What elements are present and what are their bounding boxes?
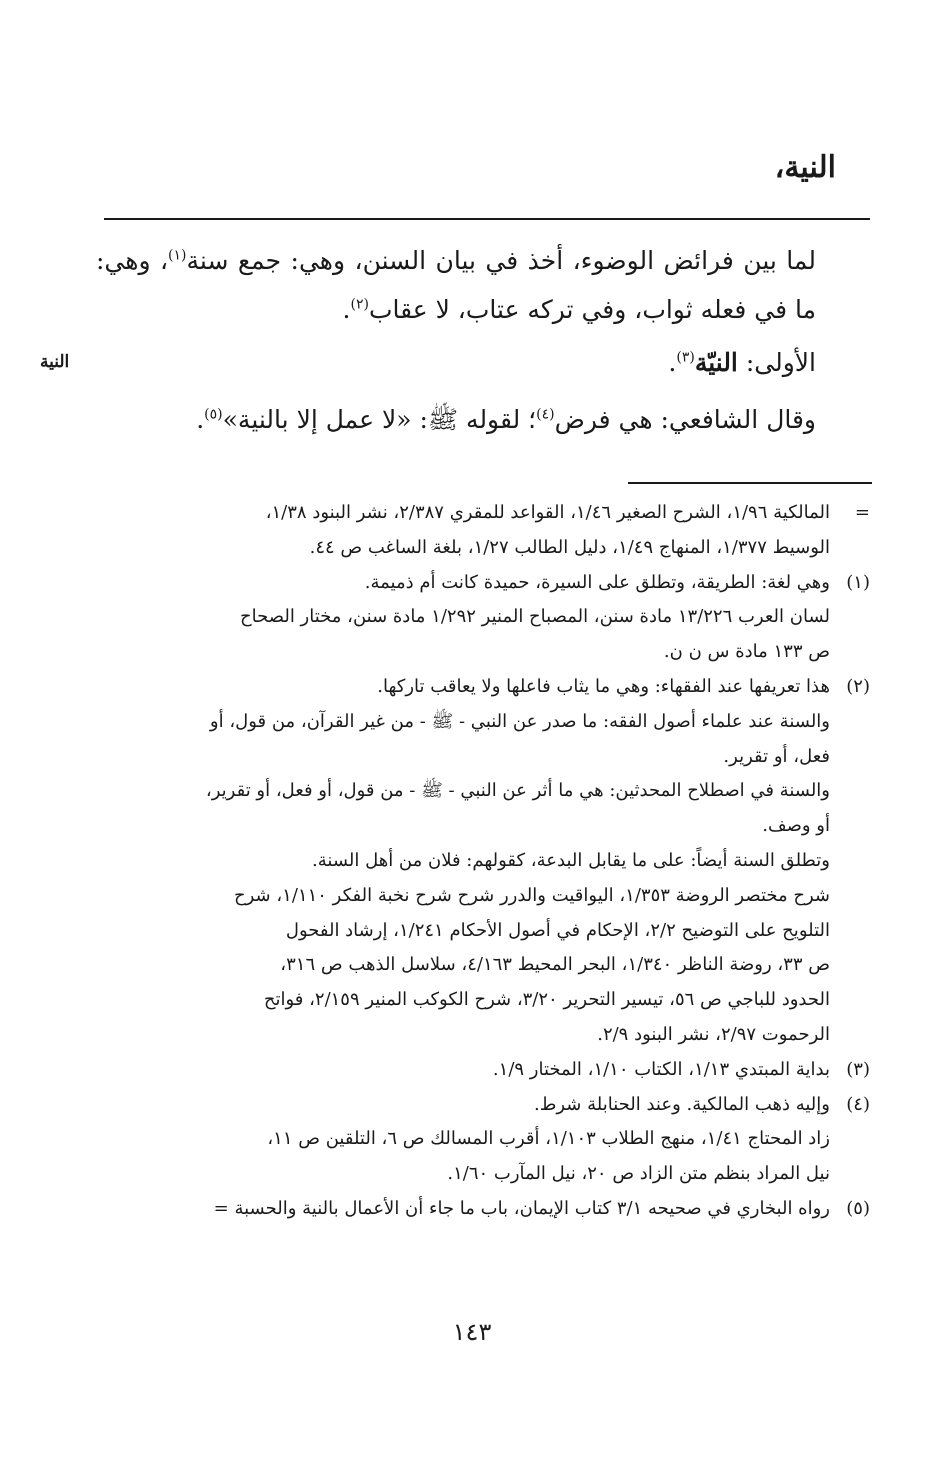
footnote-marker: (٣) bbox=[846, 1058, 870, 1080]
footnote-line: زاد المحتاج ١/٤١، منهج الطلاب ١/١٠٣، أقرب المسالك ص ٦، التلقين ص ١١، bbox=[267, 1128, 830, 1150]
footnote-line: التلويح على التوضيح ٢/٢، الإحكام في أصول الأحكام ١/٢٤١، إرشاد الفحول bbox=[285, 919, 830, 941]
footnote-body bbox=[96, 496, 830, 566]
header-rule bbox=[104, 218, 870, 220]
paragraph-text: الأولى: bbox=[737, 348, 816, 377]
footnote-body bbox=[96, 1192, 830, 1227]
paragraph-text: . bbox=[668, 348, 677, 377]
paragraph-text: لما بين فرائض الوضوء، أخذ في بيان السنن، وهي: جمع سنة bbox=[186, 246, 816, 275]
paragraph-text: ؛ لقوله ﷺ: «لا عمل إلا بالنية» bbox=[222, 405, 537, 434]
footnote-body bbox=[96, 1088, 830, 1192]
paragraph-text: وقال الشافعي: هي فرض bbox=[554, 405, 816, 434]
paragraph-sunan-definition bbox=[96, 236, 870, 334]
footnote-marker: (١) bbox=[846, 571, 870, 593]
footnote-line: الحدود للباجي ص ٥٦، تيسير التحرير ٣/٢٠، شرح الكوكب المنير ٢/١٥٩، فواتح bbox=[263, 989, 830, 1011]
page-number: ١٤٣ bbox=[452, 1318, 492, 1346]
footnote-line: وتطلق السنة أيضاً: على ما يقابل البدعة، كقولهم: فلان من أهل السنة. bbox=[312, 849, 830, 871]
footnote-body bbox=[96, 670, 830, 1053]
footnote-marker: (٥) bbox=[846, 1197, 870, 1219]
footnote-line: ص ٣٣، روضة الناظر ١/٣٤٠، البحر المحيط ٤/١٦٣، سلاسل الذهب ص ٣١٦، bbox=[280, 954, 830, 976]
main-text bbox=[96, 236, 870, 444]
footnote-separator bbox=[628, 482, 872, 484]
footnote-ref[interactable]: (١) bbox=[168, 247, 187, 264]
footnote-line: والسنة في اصطلاح المحدثين: هي ما أثر عن النبي - ﷺ - من قول، أو فعل، أو تقرير، bbox=[205, 780, 830, 802]
footnote-line: أو وصف. bbox=[762, 815, 830, 837]
footnote-body bbox=[96, 566, 830, 670]
footnote-marker: (٢) bbox=[846, 675, 870, 697]
footnote-body bbox=[96, 1053, 830, 1088]
footnote-line: وإليه ذهب المالكية. وعند الحنابلة شرط. bbox=[534, 1093, 830, 1115]
paragraph-text: . bbox=[342, 295, 351, 324]
margin-note: النية bbox=[40, 352, 70, 372]
footnote-line: لسان العرب ١٣/٢٢٦ مادة سنن، المصباح المنير ١/٢٩٢ مادة سنن، مختار الصحاح bbox=[240, 606, 830, 628]
footnote-line: بداية المبتدي ١/١٣، الكتاب ١/١٠، المختار ١/٩. bbox=[492, 1058, 830, 1080]
footnote-continuation bbox=[96, 496, 870, 566]
footnote-line: هذا تعريفها عند الفقهاء: وهي ما يثاب فاعلها ولا يعاقب تاركها. bbox=[377, 675, 830, 697]
footnote-1 bbox=[96, 566, 870, 670]
bold-term: النيّة bbox=[694, 348, 738, 377]
footnote-line: المالكية ١/٩٦، الشرح الصغير ١/٤٦، القواعد للمقري ٢/٣٨٧، نشر البنود ١/٣٨، bbox=[265, 502, 830, 523]
footnote-line: الوسيط ١/٣٧٧، المنهاج ١/٤٩، دليل الطالب ١/٢٧، بلغة الساغب ص ٤٤. bbox=[309, 536, 830, 558]
running-head: النية، bbox=[774, 150, 836, 185]
footnote-ref[interactable]: (٢) bbox=[350, 296, 369, 313]
footnote-line: رواه البخاري في صحيحه ٣/١ كتاب الإيمان، باب ما جاء أن الأعمال بالنية والحسبة = bbox=[213, 1197, 830, 1219]
footnote-line: ص ١٣٣ مادة س ن ن. bbox=[663, 641, 830, 663]
footnotes bbox=[96, 496, 870, 1227]
footnote-line: وهي لغة: الطريقة، وتطلق على السيرة، حميدة كانت أم ذميمة. bbox=[364, 571, 830, 593]
footnote-marker: = bbox=[854, 502, 870, 523]
footnote-4 bbox=[96, 1088, 870, 1192]
footnote-ref[interactable]: (٥) bbox=[204, 406, 223, 423]
footnote-line: نيل المراد بنظم متن الزاد ص ٢٠، نيل المآرب ١/٦٠. bbox=[447, 1163, 830, 1185]
footnote-line: والسنة عند علماء أصول الفقه: ما صدر عن النبي - ﷺ - من غير القرآن، من قول، أو bbox=[209, 710, 830, 732]
footnote-marker: (٤) bbox=[846, 1093, 870, 1115]
footnote-line: فعل، أو تقرير. bbox=[723, 745, 830, 767]
paragraph-niyyah bbox=[96, 338, 870, 387]
footnote-line: الرحموت ٢/٩٧، نشر البنود ٢/٩. bbox=[597, 1023, 830, 1045]
paragraph-shafii bbox=[96, 395, 870, 444]
paragraph-text: . bbox=[196, 405, 205, 434]
footnote-ref[interactable]: (٤) bbox=[536, 406, 555, 423]
paragraph-text: ، وهي: ما في فعله ثواب، وفي تركه عتاب، لا عقاب bbox=[96, 246, 816, 324]
footnote-3 bbox=[96, 1053, 870, 1088]
footnote-5 bbox=[96, 1192, 870, 1227]
footnote-line: شرح مختصر الروضة ١/٣٥٣، اليواقيت والدرر شرح شرح نخبة الفكر ١/١١٠، شرح bbox=[234, 884, 830, 906]
footnote-ref[interactable]: (٣) bbox=[676, 349, 695, 366]
footnote-2 bbox=[96, 670, 870, 1053]
